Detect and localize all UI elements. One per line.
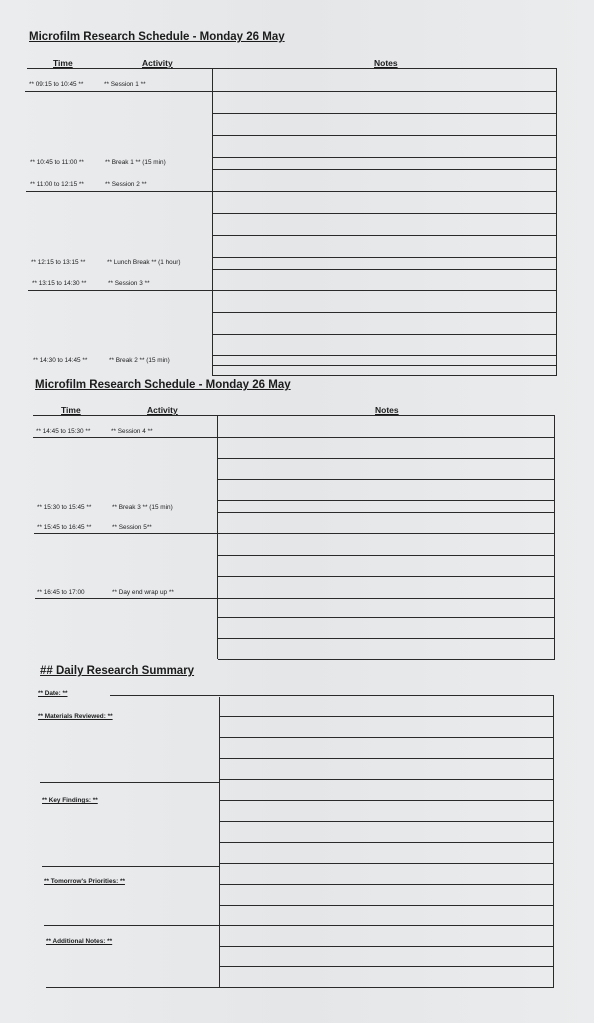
schedule-1-row-3-time: ** 11:00 to 12:15 ** bbox=[30, 181, 84, 188]
schedule-1-row-5-activity: ** Session 3 ** bbox=[108, 280, 150, 287]
schedule-2-row-3-activity: ** Session 5** bbox=[112, 524, 152, 531]
schedule-1-row-4-activity: ** Lunch Break ** (1 hour) bbox=[107, 259, 181, 266]
schedule-1-row-1-activity: ** Session 1 ** bbox=[104, 81, 146, 88]
schedule-2-row-2-activity: ** Break 3 ** (15 min) bbox=[112, 504, 173, 511]
schedule-2-row-1-activity: ** Session 4 ** bbox=[111, 428, 153, 435]
schedule-2-time-header: Time bbox=[61, 405, 81, 415]
summary-priorities-label: ** Tomorrow's Priorities: ** bbox=[44, 878, 125, 885]
schedule-1-row-6-activity: ** Break 2 ** (15 min) bbox=[109, 357, 170, 364]
summary-materials-label: ** Materials Reviewed: ** bbox=[38, 713, 113, 720]
schedule-1-row-1-time: ** 09:15 to 10:45 ** bbox=[29, 81, 84, 88]
schedule-2-row-2-time: ** 15:30 to 15:45 ** bbox=[37, 504, 92, 511]
summary-findings-label: ** Key Findings: ** bbox=[42, 797, 98, 804]
schedule-2-row-4-activity: ** Day end wrap up ** bbox=[112, 589, 174, 596]
schedule-1-row-4-time: ** 12:15 to 13:15 ** bbox=[31, 259, 86, 266]
summary-notes-label: ** Additional Notes: ** bbox=[46, 938, 113, 945]
schedule-1-row-2-time: ** 10:45 to 11:00 ** bbox=[30, 159, 84, 166]
summary-date-label: ** Date: ** bbox=[38, 690, 68, 697]
schedule-2-activity-header: Activity bbox=[147, 405, 178, 415]
schedule-1-row-6-time: ** 14:30 to 14:45 ** bbox=[33, 357, 88, 364]
schedule-2-title: Microfilm Research Schedule - Monday 26 May bbox=[35, 379, 291, 391]
schedule-1-activity-header: Activity bbox=[142, 58, 173, 68]
schedule-2-row-1-time: ** 14:45 to 15:30 ** bbox=[36, 428, 91, 435]
schedule-1-notes-header: Notes bbox=[374, 58, 398, 68]
schedule-2-notes-header: Notes bbox=[375, 405, 399, 415]
schedule-1-row-2-activity: ** Break 1 ** (15 min) bbox=[105, 159, 166, 166]
summary-title: ## Daily Research Summary bbox=[40, 665, 195, 677]
schedule-1-row-5-time: ** 13:15 to 14:30 ** bbox=[32, 280, 87, 287]
schedule-1-title: Microfilm Research Schedule - Monday 26 May bbox=[29, 31, 285, 43]
schedule-1-time-header: Time bbox=[53, 58, 73, 68]
schedule-2-row-4-time: ** 16:45 to 17:00 bbox=[37, 589, 85, 596]
schedule-2-row-3-time: ** 15:45 to 16:45 ** bbox=[37, 524, 92, 531]
schedule-1-row-3-activity: ** Session 2 ** bbox=[105, 181, 147, 188]
